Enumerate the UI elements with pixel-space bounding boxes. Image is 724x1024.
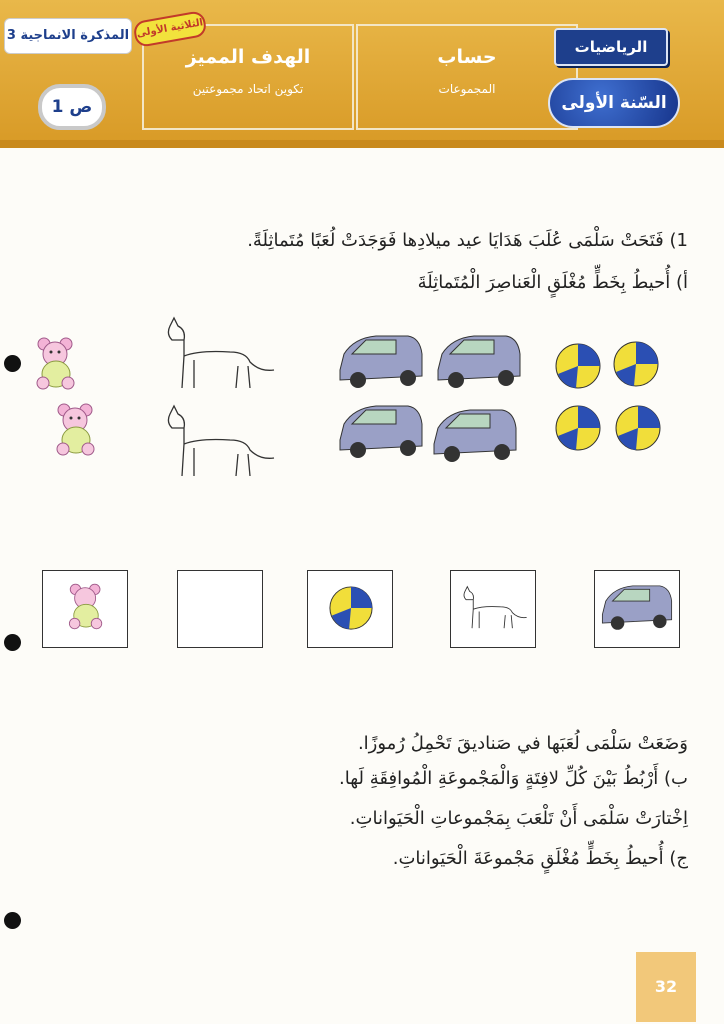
exercise-line-1: 1) فَتَحَتْ سَلْمَى عُلَبَ هَدَايَا عيد ميلادِها فَوَجَدَتْ لُعَبًا مُتَماثِلَةً. xyxy=(247,230,688,251)
ball-icon xyxy=(554,404,602,452)
binder-hole xyxy=(4,912,21,929)
label-box-ball[interactable] xyxy=(307,570,393,648)
cat-icon xyxy=(160,316,278,392)
teddy-bear-icon xyxy=(65,581,107,631)
ball-icon xyxy=(612,340,660,388)
exercise-line-2: أ) أُحيطُ بِخَطٍّ مُغْلَقٍ الْعَناصِرَ الْمُتَماثِلَةَ xyxy=(417,272,688,293)
domain-title: حساب xyxy=(437,46,497,68)
page-badge: ص 1 xyxy=(38,84,106,130)
cat-icon xyxy=(160,404,278,480)
label-box-cat[interactable] xyxy=(450,570,536,648)
label-box-car[interactable] xyxy=(594,570,680,648)
year-label: السّنة الأولى xyxy=(548,78,680,128)
car-icon xyxy=(430,404,520,466)
memo-label: المذكرة الانماجية 3 xyxy=(4,18,132,54)
term-tag: الثلاثية الأولى xyxy=(132,10,207,48)
car-icon xyxy=(434,330,524,392)
page-number: 32 xyxy=(636,952,696,1022)
exercise-line-3: وَضَعَتْ سَلْمَى لُعَبَها في صَناديقَ تَحْمِلُ رُموزًا. xyxy=(357,733,688,754)
goal-title: الهدف المميز xyxy=(185,46,311,68)
exercise-line-4: ب) أَرْبُطُ بَيْنَ كُلِّ لافِتَةٍ وَالْمَجْموعَةِ الْمُوافِقَةِ لَها. xyxy=(339,768,688,789)
label-box-teddy[interactable] xyxy=(42,570,128,648)
binder-hole xyxy=(4,634,21,651)
cat-icon xyxy=(459,585,529,631)
exercise-line-6: ج) أُحيطُ بِخَطٍّ مُغْلَقٍ مَجْموعَةَ الْحَيَواناتِ. xyxy=(392,848,688,869)
subject-label: الرياضيات xyxy=(554,28,668,66)
header-strip xyxy=(0,140,724,148)
teddy-bear-icon xyxy=(52,402,100,456)
label-box-empty[interactable] xyxy=(177,570,263,648)
domain-box xyxy=(356,24,578,130)
car-icon xyxy=(336,400,426,462)
car-icon xyxy=(336,330,426,392)
exercise-line-5: اِخْتارَتْ سَلْمَى أَنْ تَلْعَبَ بِمَجْموعاتِ الْحَيَواناتِ. xyxy=(349,808,688,829)
car-icon xyxy=(599,579,675,635)
ball-icon xyxy=(328,585,374,631)
ball-icon xyxy=(614,404,662,452)
binder-hole xyxy=(4,355,21,372)
goal-subtitle: تكوين اتحاد مجموعتين xyxy=(192,82,304,96)
teddy-bear-icon xyxy=(32,336,80,390)
ball-icon xyxy=(554,342,602,390)
domain-subtitle: المجموعات xyxy=(438,82,496,96)
